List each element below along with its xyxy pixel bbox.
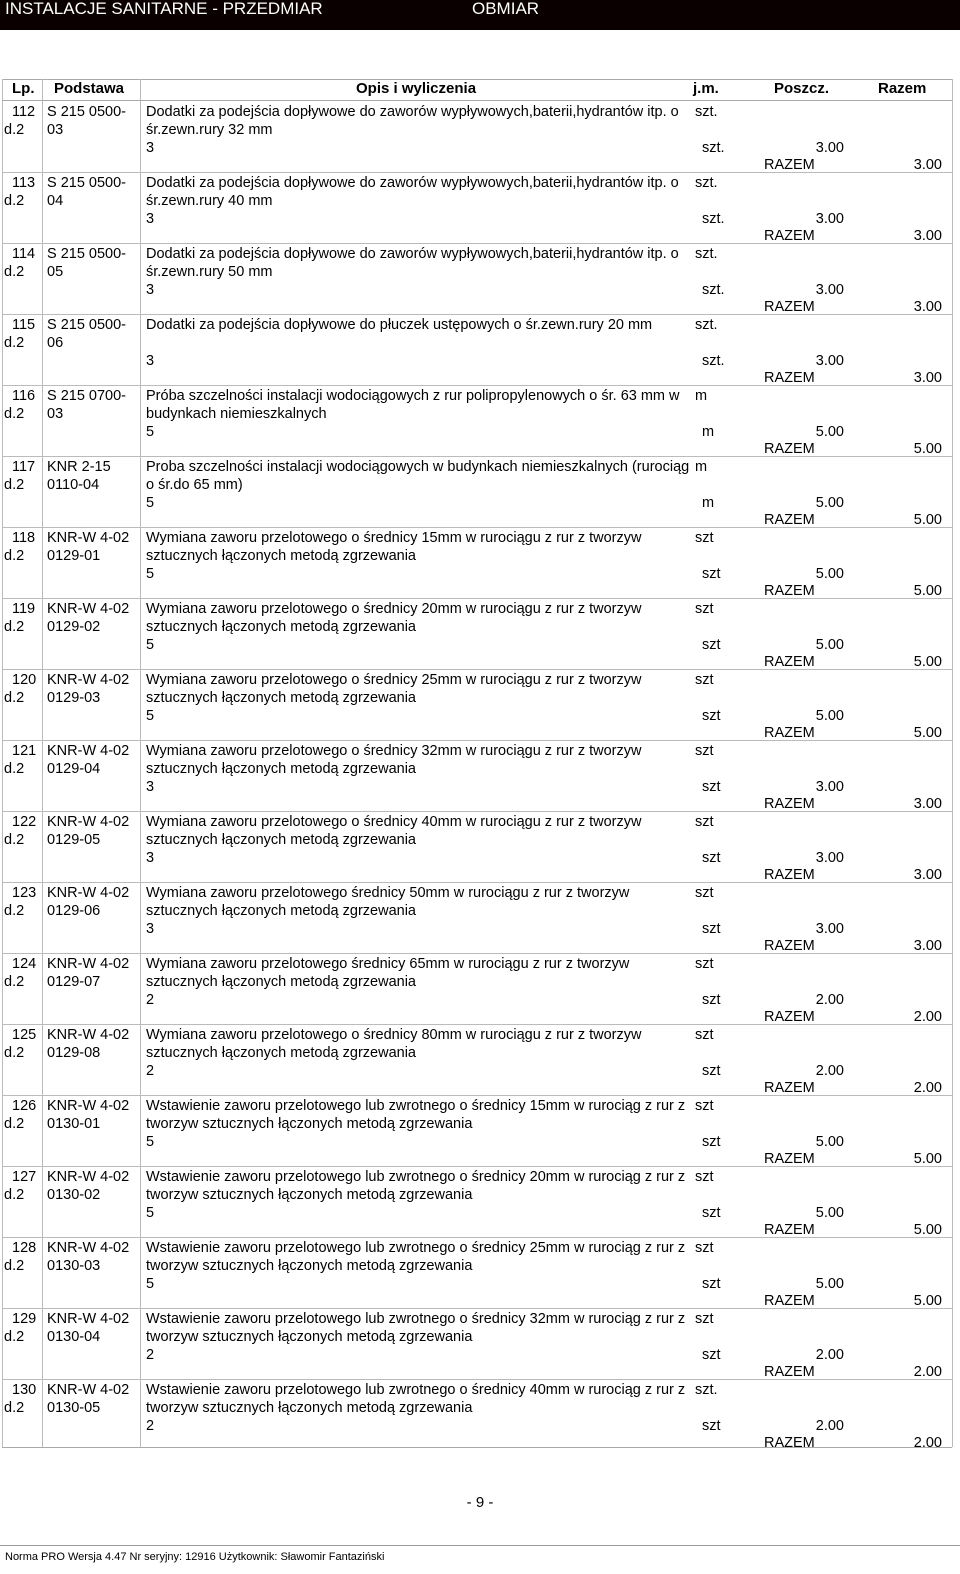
table-row <box>2 314 952 386</box>
table-row <box>2 811 952 883</box>
item-total-label: RAZEM <box>764 1435 815 1451</box>
item-partial-value: 2.00 <box>815 992 844 1008</box>
item-total-label: RAZEM <box>764 370 815 386</box>
column-header-total: Razem <box>878 80 927 97</box>
item-number-suffix: d.2 <box>4 761 25 777</box>
item-partial-value: 5.00 <box>815 566 844 582</box>
item-total-label: RAZEM <box>764 512 815 528</box>
item-partial-value: 3.00 <box>815 211 844 227</box>
item-number-suffix: d.2 <box>4 1258 25 1274</box>
item-partial-value: 3.00 <box>815 921 844 937</box>
item-number-suffix: d.2 <box>4 690 25 706</box>
item-total-label: RAZEM <box>764 796 815 812</box>
item-partial-value: 3.00 <box>815 282 844 298</box>
table-row <box>2 1095 952 1167</box>
item-description: Wymiana zaworu przelotowego o średnicy 25mm w rurociągu z rur z tworzyw sztucznych łączonych metodą zgrzewania <box>146 672 642 706</box>
item-number: 130 <box>12 1382 37 1398</box>
item-partial-value: 3.00 <box>815 850 844 866</box>
item-partial-value: 3.00 <box>815 779 844 795</box>
table-row <box>2 527 952 599</box>
item-base-code-suffix: 0129-05 <box>47 832 101 848</box>
item-description: Wymiana zaworu przelotowego o średnicy 80mm w rurociągu z rur z tworzyw sztucznych łączonych metodą zgrzewania <box>146 1027 642 1061</box>
item-total-label: RAZEM <box>764 299 815 315</box>
item-unit: szt <box>695 1240 714 1256</box>
item-number-suffix: d.2 <box>4 903 25 919</box>
item-partial-value: 2.00 <box>815 1063 844 1079</box>
item-unit: szt <box>695 530 714 546</box>
item-number: 121 <box>12 743 37 759</box>
item-quantity-unit: szt <box>702 708 721 724</box>
item-quantity-unit: szt <box>702 637 721 653</box>
item-total-value: 5.00 <box>913 441 942 457</box>
item-partial-value: 5.00 <box>815 1276 844 1292</box>
item-base-code-suffix: 0129-01 <box>47 548 101 564</box>
table-row <box>2 598 952 670</box>
item-base-code-suffix: 0130-01 <box>47 1116 101 1132</box>
item-base-code: KNR-W 4-02 <box>47 956 130 972</box>
table-row <box>2 243 952 315</box>
item-base-code-suffix: 06 <box>47 335 64 351</box>
item-unit: m <box>695 388 708 404</box>
item-number: 122 <box>12 814 37 830</box>
item-base-code-suffix: 0129-06 <box>47 903 101 919</box>
item-total-label: RAZEM <box>764 725 815 741</box>
item-quantity-expression: 5 <box>146 566 155 582</box>
item-quantity-expression: 5 <box>146 1276 155 1292</box>
item-base-code-suffix: 0129-08 <box>47 1045 101 1061</box>
item-quantity-expression: 5 <box>146 424 155 440</box>
item-base-code: KNR-W 4-02 <box>47 1098 130 1114</box>
item-quantity-unit: szt. <box>702 211 725 227</box>
item-base-code: S 215 0500- <box>47 317 127 333</box>
item-description: Wymiana zaworu przelotowego średnicy 65mm w rurociągu z rur z tworzyw sztucznych łączonych metodą zgrzewania <box>146 956 630 990</box>
item-base-code: KNR-W 4-02 <box>47 814 130 830</box>
item-quantity-unit: szt <box>702 1418 721 1434</box>
item-quantity-expression: 5 <box>146 495 155 511</box>
item-number-suffix: d.2 <box>4 974 25 990</box>
item-description: Wstawienie zaworu przelotowego lub zwrotnego o średnicy 20mm w rurociąg z rur z tworzyw sztucznych łączonych metodą zgrzewania <box>146 1169 686 1203</box>
item-description: Dodatki za podejścia dopływowe do płuczek ustępowych o śr.zewn.rury 20 mm <box>146 317 653 333</box>
item-total-value: 5.00 <box>913 654 942 670</box>
item-quantity-unit: m <box>702 424 715 440</box>
item-description: Proba szczelności instalacji wodociągowych w budynkach niemieszkalnych (rurociąg o śr.do 65 mm) <box>146 459 690 493</box>
item-number: 124 <box>12 956 37 972</box>
document-subtitle: OBMIAR <box>472 0 540 18</box>
item-base-code-suffix: 0130-04 <box>47 1329 101 1345</box>
item-description: Dodatki za podejścia dopływowe do zaworów wypływowych,baterii,hydrantów itp. o śr.zewn.rury 50 mm <box>146 246 679 280</box>
item-unit: szt. <box>695 1382 718 1398</box>
item-total-value: 2.00 <box>913 1364 942 1380</box>
item-quantity-expression: 2 <box>146 992 155 1008</box>
item-description: Wymiana zaworu przelotowego o średnicy 20mm w rurociągu z rur z tworzyw sztucznych łączonych metodą zgrzewania <box>146 601 642 635</box>
item-number: 113 <box>12 175 36 191</box>
item-number: 128 <box>12 1240 37 1256</box>
item-base-code: KNR-W 4-02 <box>47 1240 130 1256</box>
item-base-code: KNR-W 4-02 <box>47 1382 130 1398</box>
item-base-code-suffix: 0129-03 <box>47 690 101 706</box>
item-quantity-unit: szt <box>702 921 721 937</box>
item-total-label: RAZEM <box>764 867 815 883</box>
document-header-bar <box>0 0 960 30</box>
item-base-code-suffix: 03 <box>47 406 64 422</box>
item-number-suffix: d.2 <box>4 1045 25 1061</box>
item-base-code: S 215 0500- <box>47 104 127 120</box>
table-row <box>2 740 952 812</box>
item-number: 116 <box>12 388 36 404</box>
table-row <box>2 669 952 741</box>
item-total-label: RAZEM <box>764 1222 815 1238</box>
item-description: Próba szczelności instalacji wodociągowych z rur polipropylenowych o śr. 63 mm w budynkach niemieszkalnych <box>146 388 680 422</box>
item-quantity-unit: szt. <box>702 353 725 369</box>
item-partial-value: 5.00 <box>815 495 844 511</box>
item-number-suffix: d.2 <box>4 1187 25 1203</box>
item-quantity-unit: szt <box>702 1205 721 1221</box>
item-description: Wstawienie zaworu przelotowego lub zwrotnego o średnicy 40mm w rurociąg z rur z tworzyw sztucznych łączonych metodą zgrzewania <box>146 1382 686 1416</box>
item-total-value: 5.00 <box>913 725 942 741</box>
column-header-unit: j.m. <box>693 80 719 97</box>
item-unit: szt <box>695 1311 714 1327</box>
table-row <box>2 1379 952 1450</box>
item-partial-value: 2.00 <box>815 1347 844 1363</box>
item-number: 119 <box>12 601 36 617</box>
page-number: - 9 - <box>466 1494 494 1511</box>
column-header-partial: Poszcz. <box>774 80 830 97</box>
item-total-label: RAZEM <box>764 1151 815 1167</box>
item-base-code: KNR-W 4-02 <box>47 1169 130 1185</box>
item-partial-value: 3.00 <box>815 353 844 369</box>
item-total-value: 5.00 <box>913 1222 942 1238</box>
item-base-code: KNR 2-15 <box>47 459 111 475</box>
item-number-suffix: d.2 <box>4 406 25 422</box>
item-number-suffix: d.2 <box>4 1329 25 1345</box>
item-base-code: S 215 0700- <box>47 388 127 404</box>
item-quantity-expression: 3 <box>146 140 155 156</box>
item-quantity-expression: 3 <box>146 353 155 369</box>
item-number-suffix: d.2 <box>4 548 25 564</box>
item-description: Wstawienie zaworu przelotowego lub zwrotnego o średnicy 15mm w rurociąg z rur z tworzyw sztucznych łączonych metodą zgrzewania <box>146 1098 686 1132</box>
item-base-code: KNR-W 4-02 <box>47 885 130 901</box>
item-quantity-unit: szt <box>702 1276 721 1292</box>
table-row <box>2 1166 952 1238</box>
item-base-code-suffix: 0110-04 <box>47 477 100 493</box>
item-unit: szt. <box>695 246 718 262</box>
item-number: 112 <box>12 104 36 120</box>
item-total-label: RAZEM <box>764 1364 815 1380</box>
item-quantity-unit: szt. <box>702 282 725 298</box>
item-unit: szt <box>695 601 714 617</box>
item-total-value: 2.00 <box>913 1009 942 1025</box>
item-unit: szt <box>695 814 714 830</box>
item-base-code: KNR-W 4-02 <box>47 672 130 688</box>
item-base-code: KNR-W 4-02 <box>47 743 130 759</box>
item-quantity-unit: m <box>702 495 715 511</box>
item-base-code: KNR-W 4-02 <box>47 1311 130 1327</box>
item-quantity-unit: szt <box>702 1347 721 1363</box>
item-total-value: 2.00 <box>913 1435 942 1451</box>
item-base-code: KNR-W 4-02 <box>47 1027 130 1043</box>
item-unit: m <box>695 459 708 475</box>
item-unit: szt. <box>695 104 718 120</box>
item-quantity-unit: szt <box>702 1063 721 1079</box>
estimate-table <box>2 100 952 1451</box>
item-base-code-suffix: 0130-05 <box>47 1400 101 1416</box>
item-quantity-expression: 5 <box>146 1205 155 1221</box>
item-number: 117 <box>12 459 36 475</box>
item-number: 127 <box>12 1169 37 1185</box>
item-description: Wstawienie zaworu przelotowego lub zwrotnego o średnicy 25mm w rurociąg z rur z tworzyw sztucznych łączonych metodą zgrzewania <box>146 1240 686 1274</box>
item-unit: szt <box>695 743 714 759</box>
item-number-suffix: d.2 <box>4 335 25 351</box>
item-quantity-expression: 2 <box>146 1418 155 1434</box>
item-number: 118 <box>12 530 36 546</box>
item-total-value: 5.00 <box>913 512 942 528</box>
item-quantity-unit: szt <box>702 779 721 795</box>
item-partial-value: 2.00 <box>815 1418 844 1434</box>
item-quantity-unit: szt <box>702 992 721 1008</box>
table-row <box>2 1308 952 1380</box>
item-description: Wymiana zaworu przelotowego o średnicy 15mm w rurociągu z rur z tworzyw sztucznych łączonych metodą zgrzewania <box>146 530 642 564</box>
item-quantity-unit: szt. <box>702 140 725 156</box>
item-quantity-expression: 5 <box>146 708 155 724</box>
item-partial-value: 5.00 <box>815 1205 844 1221</box>
item-total-label: RAZEM <box>764 1009 815 1025</box>
item-quantity-expression: 2 <box>146 1063 155 1079</box>
item-number-suffix: d.2 <box>4 122 25 138</box>
item-total-label: RAZEM <box>764 228 815 244</box>
item-quantity-expression: 3 <box>146 211 155 227</box>
item-total-label: RAZEM <box>764 654 815 670</box>
item-total-value: 3.00 <box>913 938 942 954</box>
item-unit: szt. <box>695 175 718 191</box>
item-number-suffix: d.2 <box>4 477 25 493</box>
item-number: 114 <box>12 246 36 262</box>
item-base-code-suffix: 0130-02 <box>47 1187 101 1203</box>
table-row <box>2 101 952 173</box>
item-unit: szt <box>695 1098 714 1114</box>
table-row <box>2 953 952 1025</box>
item-base-code-suffix: 05 <box>47 264 64 280</box>
item-quantity-unit: szt <box>702 1134 721 1150</box>
document-title: INSTALACJE SANITARNE - PRZEDMIAR <box>5 0 323 18</box>
table-row <box>2 1237 952 1309</box>
item-quantity-expression: 3 <box>146 921 155 937</box>
item-number: 126 <box>12 1098 37 1114</box>
grid-line <box>952 79 953 1447</box>
item-number-suffix: d.2 <box>4 264 25 280</box>
item-description: Wymiana zaworu przelotowego o średnicy 40mm w rurociągu z rur z tworzyw sztucznych łączonych metodą zgrzewania <box>146 814 642 848</box>
item-partial-value: 5.00 <box>815 1134 844 1150</box>
item-number-suffix: d.2 <box>4 193 25 209</box>
item-base-code: KNR-W 4-02 <box>47 530 130 546</box>
item-partial-value: 5.00 <box>815 637 844 653</box>
item-unit: szt. <box>695 317 718 333</box>
item-description: Wstawienie zaworu przelotowego lub zwrotnego o średnicy 32mm w rurociąg z rur z tworzyw sztucznych łączonych metodą zgrzewania <box>146 1311 686 1345</box>
footer-divider <box>0 1545 960 1546</box>
table-row <box>2 456 952 528</box>
item-base-code: S 215 0500- <box>47 246 127 262</box>
item-total-value: 3.00 <box>913 228 942 244</box>
item-number-suffix: d.2 <box>4 1116 25 1132</box>
column-header-description: Opis i wyliczenia <box>356 80 477 97</box>
item-base-code-suffix: 0129-07 <box>47 974 101 990</box>
item-unit: szt <box>695 885 714 901</box>
item-number: 125 <box>12 1027 37 1043</box>
item-total-value: 5.00 <box>913 1293 942 1309</box>
item-quantity-expression: 3 <box>146 850 155 866</box>
footer-text: Norma PRO Wersja 4.47 Nr seryjny: 12916 Użytkownik: Sławomir Fantaziński <box>5 1551 385 1563</box>
item-total-value: 3.00 <box>913 299 942 315</box>
item-base-code-suffix: 0129-02 <box>47 619 101 635</box>
item-description: Dodatki za podejścia dopływowe do zaworów wypływowych,baterii,hydrantów itp. o śr.zewn.rury 32 mm <box>146 104 679 138</box>
item-base-code: S 215 0500- <box>47 175 127 191</box>
item-number: 123 <box>12 885 37 901</box>
item-total-value: 3.00 <box>913 796 942 812</box>
table-row <box>2 1024 952 1096</box>
item-description: Wymiana zaworu przelotowego o średnicy 32mm w rurociągu z rur z tworzyw sztucznych łączonych metodą zgrzewania <box>146 743 642 777</box>
item-base-code-suffix: 03 <box>47 122 64 138</box>
item-total-label: RAZEM <box>764 1080 815 1096</box>
item-quantity-expression: 5 <box>146 1134 155 1150</box>
item-total-value: 3.00 <box>913 867 942 883</box>
item-number: 115 <box>12 317 36 333</box>
item-unit: szt <box>695 672 714 688</box>
item-quantity-unit: szt <box>702 850 721 866</box>
item-unit: szt <box>695 956 714 972</box>
item-number-suffix: d.2 <box>4 1400 25 1416</box>
item-quantity-expression: 2 <box>146 1347 155 1363</box>
item-description: Wymiana zaworu przelotowego średnicy 50mm w rurociągu z rur z tworzyw sztucznych łączonych metodą zgrzewania <box>146 885 630 919</box>
item-total-value: 3.00 <box>913 157 942 173</box>
item-total-label: RAZEM <box>764 441 815 457</box>
item-base-code: KNR-W 4-02 <box>47 601 130 617</box>
item-total-value: 5.00 <box>913 1151 942 1167</box>
item-quantity-unit: szt <box>702 566 721 582</box>
item-total-label: RAZEM <box>764 157 815 173</box>
item-total-value: 5.00 <box>913 583 942 599</box>
item-number: 129 <box>12 1311 37 1327</box>
item-partial-value: 3.00 <box>815 140 844 156</box>
item-total-value: 2.00 <box>913 1080 942 1096</box>
item-base-code-suffix: 0129-04 <box>47 761 101 777</box>
item-base-code-suffix: 04 <box>47 193 64 209</box>
item-number: 120 <box>12 672 37 688</box>
item-quantity-expression: 3 <box>146 779 155 795</box>
item-partial-value: 5.00 <box>815 424 844 440</box>
item-unit: szt <box>695 1169 714 1185</box>
table-row <box>2 882 952 954</box>
table-row <box>2 172 952 244</box>
item-quantity-expression: 5 <box>146 637 155 653</box>
item-number-suffix: d.2 <box>4 832 25 848</box>
item-total-label: RAZEM <box>764 938 815 954</box>
item-quantity-expression: 3 <box>146 282 155 298</box>
item-total-value: 3.00 <box>913 370 942 386</box>
item-total-label: RAZEM <box>764 1293 815 1309</box>
column-header-lp: Lp. <box>12 80 35 97</box>
item-number-suffix: d.2 <box>4 619 25 635</box>
item-partial-value: 5.00 <box>815 708 844 724</box>
item-description: Dodatki za podejścia dopływowe do zaworów wypływowych,baterii,hydrantów itp. o śr.zewn.rury 40 mm <box>146 175 679 209</box>
item-unit: szt <box>695 1027 714 1043</box>
column-header-base: Podstawa <box>54 80 125 97</box>
table-row <box>2 385 952 457</box>
item-total-label: RAZEM <box>764 583 815 599</box>
item-base-code-suffix: 0130-03 <box>47 1258 101 1274</box>
